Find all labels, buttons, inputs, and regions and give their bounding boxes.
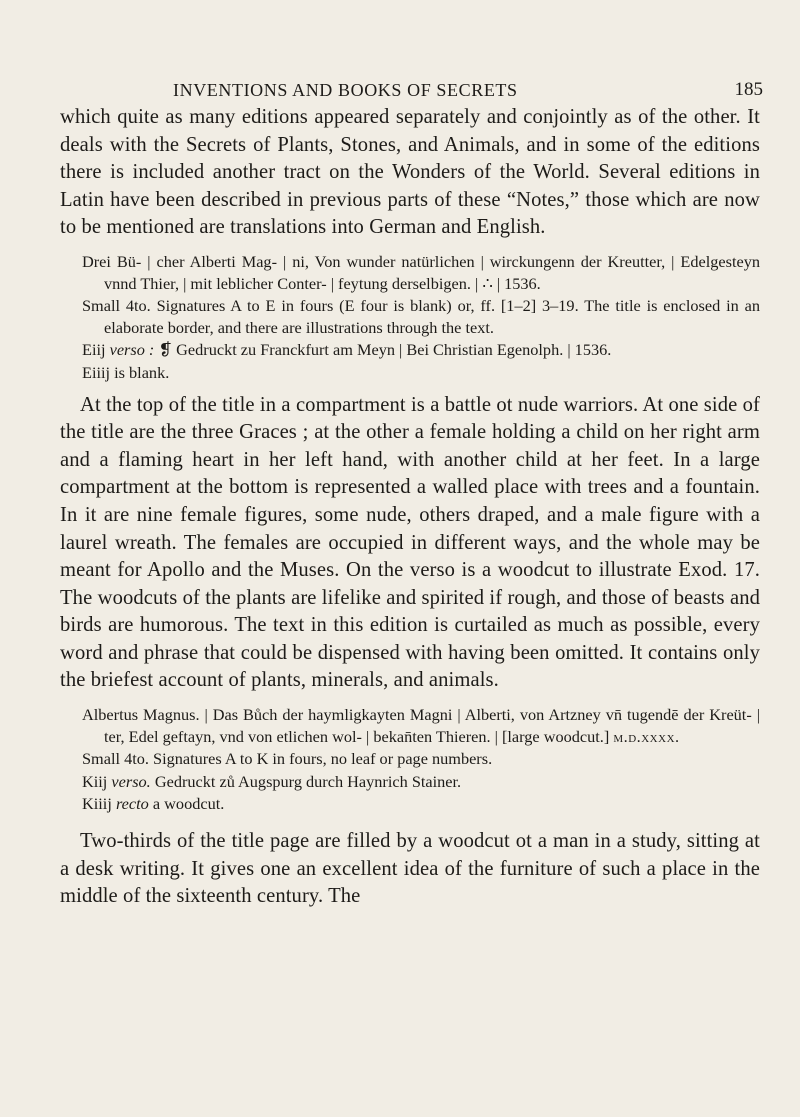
entry-title-date: m.d.xxxx. [613,726,680,746]
entry-blank-leaf: Eiiij is blank. [82,362,170,382]
entry-title: Drei Bü- | cher Alberti Mag- | ni, Von wunder natürlichen | wirckungenn der Kreutter, | Edelgesteyn vnnd Thier, | mit leblicher Conter- | feytung derselbigen. | ∴ | 1536. [82,251,760,293]
entry-collation: Small 4to. Signatures A to E in fours (E four is blank) or, ff. [1–2] 3–19. The title is enclosed in an elaborate border, and there are illustrations through the text. [82,296,760,337]
recto-signature: Kiiij [82,794,112,814]
entry-title-text: Albertus Magnus. | Das Bůch der haymligkayten Magni | Alberti, von Artzney vn̄ tugendē der Kreüt- | ter, Edel geftayn, vnd von etlichen wol- | bekan̄ten Thieren. | [large woodcut.] [82,705,760,746]
paragraph-woodcut-description: Two-thirds of the title page are filled by a woodcut ot a man in a study, sitting at a desk writing. It gives one an excellent idea of the furniture of such a place in the middle of the sixteenth century. The [60,830,760,908]
colophon-signature: Eiij [82,340,106,360]
entry-title [82,704,760,747]
book-page [60,0,763,911]
page-number: 185 [734,79,763,100]
paragraph-intro: which quite as many editions appeared separately and conjointly as of the other. It deals with the Secrets of Plants, Stones, and Animals, and in some of the editions there is included another tract on the Wonders of the World. Several editions in Latin have been described in previous parts of these “Notes,” those which are now to be mentioned are translations into German and English. [60,106,760,239]
colophon-verso-label: verso : [109,340,155,360]
running-head [60,0,763,120]
colophon-signature: Kiij [82,771,108,791]
bibliographic-entry-1536 [82,251,760,384]
recto-text: a woodcut. [152,794,225,814]
colophon-text: Gedruckt zů Augspurg durch Haynrich Stainer. [154,771,462,791]
entry-colophon [82,771,760,793]
running-title: INVENTIONS AND BOOKS OF SECRETS [173,80,518,100]
entry-collation: Small 4to. Signatures A to K in fours, no leaf or page numbers. [82,749,493,769]
colophon-verso-label: verso. [111,771,151,791]
recto-label: recto [115,794,149,814]
entry-recto-note [82,793,760,815]
colophon-text: ❡ Gedruckt zu Franckfurt am Meyn | Bei Christian Egenolph. | 1536. [158,340,612,360]
entry-colophon [82,339,760,361]
bibliographic-entry-1540 [82,704,760,815]
paragraph-title-description: At the top of the title in a compartment is a battle ot nude warriors. At one side of the title are the three Graces ; at the other a female holding a child on her right arm and a flaming heart in her left hand, with another child at her feet. In a large compartment at the bottom is represented a walled place with trees and a fountain. In it are nine female figures, some nude, others draped, and a male figure with a laurel wreath. The females are occupied in different ways, and the whole may be meant for Apollo and the Muses. On the verso is a woodcut to illustrate Exod. 17. The woodcuts of the plants are lifelike and spirited if rough, and those of beasts and birds are humorous. The text in this edition is curtailed as much as possible, every word and phrase that could be dispensed with having been omitted. It contains only the briefest account of plants, minerals, and animals. [60,393,760,692]
